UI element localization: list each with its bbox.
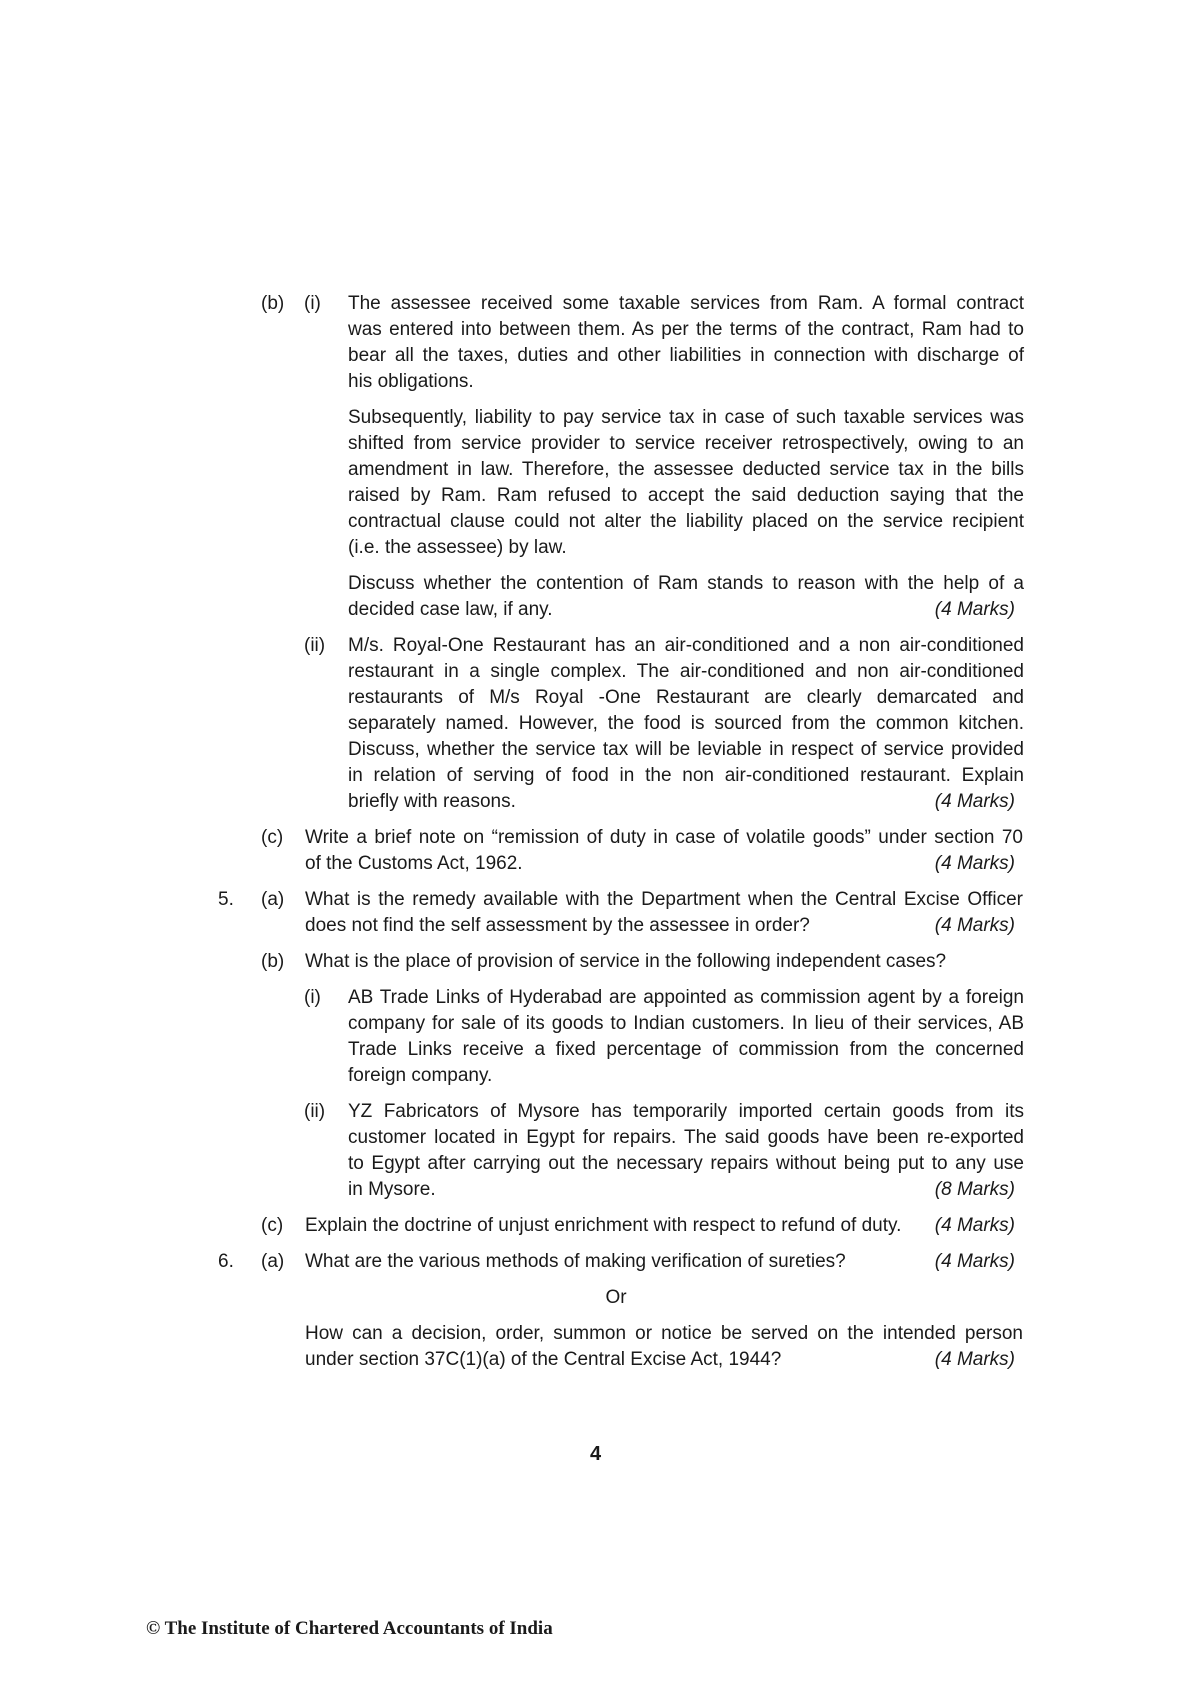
q4c-label: (c) <box>261 827 284 848</box>
q4b-i-line: shifted from service provider to service receiver retrospectively, owing to an <box>348 433 1024 454</box>
q5c-text: Explain the doctrine of unjust enrichment with respect to refund of duty. <box>305 1215 902 1236</box>
q4b-i-line: raised by Ram. Ram refused to accept the said deduction saying that the <box>348 485 1024 506</box>
q4b-i-line: Discuss whether the contention of Ram stands to reason with the help of a <box>348 573 1024 594</box>
marks: (4 Marks) <box>934 599 1015 620</box>
q5a-label: (a) <box>261 889 285 910</box>
q4b-ii-line: restaurant in a single complex. The air-conditioned and non air-conditioned <box>348 661 1024 682</box>
q4b-i-line: was entered into between them. As per the terms of the contract, Ram had to <box>348 319 1024 340</box>
q4b-ii-label: (ii) <box>304 635 326 656</box>
q6-alt-line: under section 37C(1)(a) of the Central Excise Act, 1944? <box>305 1349 782 1370</box>
q6-alt-line: How can a decision, order, summon or notice be served on the intended person <box>305 1323 1023 1344</box>
q5c-label: (c) <box>261 1215 284 1236</box>
q6a-text: What are the various methods of making verification of sureties? <box>305 1251 846 1272</box>
marks: (4 Marks) <box>934 915 1015 936</box>
footer-copyright: © The Institute of Chartered Accountants of India <box>146 1618 553 1639</box>
q4b-ii-line: briefly with reasons. <box>348 791 516 812</box>
q5a-line: does not find the self assessment by the assessee in order? <box>305 915 810 936</box>
q5b-ii-line: to Egypt after carrying out the necessary repairs without being put to any use <box>348 1153 1024 1174</box>
q6-number: 6. <box>218 1251 234 1272</box>
marks: (4 Marks) <box>934 791 1015 812</box>
q5b-i-label: (i) <box>304 987 321 1008</box>
marks: (8 Marks) <box>934 1179 1015 1200</box>
q5b-ii-line: customer located in Egypt for repairs. The said goods have been re-exported <box>348 1127 1024 1148</box>
q4b-i-line: contractual clause could not alter the liability placed on the service recipient <box>348 511 1024 532</box>
q4b-label: (b) <box>261 293 285 314</box>
q4b-ii-line: restaurants of M/s Royal -One Restaurant are clearly demarcated and <box>348 687 1024 708</box>
page-number: 4 <box>589 1443 602 1465</box>
q6a-label: (a) <box>261 1251 285 1272</box>
q5a-line: What is the remedy available with the Department when the Central Excise Officer <box>305 889 1023 910</box>
q4b-i-label: (i) <box>304 293 321 314</box>
marks: (4 Marks) <box>934 1251 1015 1272</box>
q5b-i-line: Trade Links receive a fixed percentage of commission from the concerned <box>348 1039 1024 1060</box>
q4b-i-line: (i.e. the assessee) by law. <box>348 537 567 558</box>
q5b-text: What is the place of provision of service in the following independent cases? <box>305 951 947 972</box>
q5b-ii-line: in Mysore. <box>348 1179 436 1200</box>
marks: (4 Marks) <box>934 1215 1015 1236</box>
q5b-ii-label: (ii) <box>304 1101 326 1122</box>
q5b-label: (b) <box>261 951 285 972</box>
marks: (4 Marks) <box>934 853 1015 874</box>
q4c-line: of the Customs Act, 1962. <box>305 853 523 874</box>
q4b-i-line: The assessee received some taxable services from Ram. A formal contract <box>348 293 1024 314</box>
q5b-i-line: foreign company. <box>348 1065 493 1086</box>
q4b-i-line: decided case law, if any. <box>348 599 553 620</box>
marks: (4 Marks) <box>934 1349 1015 1370</box>
q4c-line: Write a brief note on “remission of duty in case of volatile goods” under section 70 <box>305 827 1023 848</box>
q4b-i-line: Subsequently, liability to pay service tax in case of such taxable services was <box>348 407 1024 428</box>
q5-number: 5. <box>218 889 234 910</box>
q4b-i-line: his obligations. <box>348 371 474 392</box>
q4b-ii-line: Discuss, whether the service tax will be leviable in respect of service provided <box>348 739 1024 760</box>
q5b-i-line: AB Trade Links of Hyderabad are appointed as commission agent by a foreign <box>348 987 1024 1008</box>
q4b-ii-line: separately named. However, the food is sourced from the common kitchen. <box>348 713 1024 734</box>
or-separator: Or <box>605 1287 627 1308</box>
q5b-ii-line: YZ Fabricators of Mysore has temporarily imported certain goods from its <box>348 1101 1024 1122</box>
q4b-i-line: bear all the taxes, duties and other liabilities in connection with discharge of <box>348 345 1024 366</box>
q4b-ii-line: M/s. Royal-One Restaurant has an air-conditioned and a non air-conditioned <box>348 635 1024 656</box>
q4b-ii-line: in relation of serving of food in the non air-conditioned restaurant. Explain <box>348 765 1024 786</box>
q4b-i-line: amendment in law. Therefore, the assessee deducted service tax in the bills <box>348 459 1024 480</box>
q5b-i-line: company for sale of its goods to Indian customers. In lieu of their services, AB <box>348 1013 1024 1034</box>
